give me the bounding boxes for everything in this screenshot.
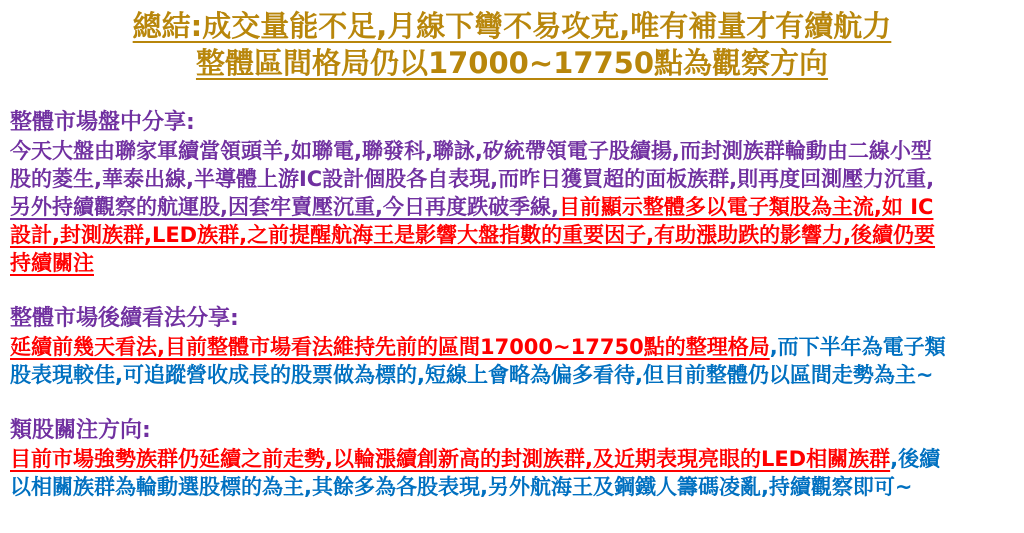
section-header: 整體市場後續看法分享: bbox=[10, 306, 239, 331]
text-line bbox=[10, 137, 1014, 165]
text-segment: 目前市場強勢族群仍延續之前走勢,以輪漲續創新高的封測族群,及近期表現亮眼的LED相關族群 bbox=[10, 447, 891, 471]
text-segment: ,而下半年為電子類 bbox=[769, 335, 946, 359]
text-segment: 延續前幾天看法,目前整體市場看法維持先前的區間17000~17750點的整理格局 bbox=[10, 335, 770, 359]
text-line bbox=[10, 445, 1014, 473]
text-segment: 持續關注 bbox=[10, 251, 94, 275]
text-segment: 目前顯示整體多以電子類股為主流,如 IC bbox=[558, 195, 934, 219]
section-header: 類股關注方向: bbox=[10, 418, 151, 443]
section-intraday-share bbox=[10, 109, 1014, 277]
title-line-2: 整體區間格局仍以17000~17750點為觀察方向 bbox=[195, 46, 829, 80]
text-line bbox=[10, 221, 1014, 249]
text-line bbox=[10, 193, 1014, 221]
text-line bbox=[10, 165, 1014, 193]
title-line-1: 總結:成交量能不足,月線下彎不易攻克,唯有補量才有續航力 bbox=[132, 9, 892, 43]
text-line bbox=[10, 249, 1014, 277]
text-line bbox=[10, 361, 1014, 389]
body-content bbox=[0, 109, 1024, 501]
text-segment: 股的菱生,華泰出線,半導體上游IC設計個股各自表現,而昨日獲買超的面板族群,則再度回測壓力沉重, bbox=[10, 167, 935, 191]
text-segment: 設計,封測族群,LED族群,之前提醒航海王是影響大盤指數的重要因子,有助漲助跌的影響力,後續仍要 bbox=[10, 223, 936, 247]
page-title bbox=[0, 8, 1024, 82]
text-segment: 今天大盤由聯家軍續當領頭羊,如聯電,聯發科,聯詠,矽統帶領電子股續揚,而封測族群輪動由二線小型 bbox=[10, 139, 932, 163]
text-segment: 以相關族群為輪動選股標的為主,其餘多為各股表現,另外航海王及鋼鐵人籌碼凌亂,持續觀察即可~ bbox=[10, 475, 913, 499]
section-header: 整體市場盤中分享: bbox=[10, 110, 195, 135]
text-segment: 股表現較佳,可追蹤營收成長的股票做為標的,短線上會略為偏多看待,但目前整體仍以區間走勢為主~ bbox=[10, 363, 934, 387]
text-line bbox=[10, 333, 1014, 361]
text-segment: ,後續 bbox=[890, 447, 941, 471]
section-future-outlook bbox=[10, 305, 1014, 389]
text-line bbox=[10, 473, 1014, 501]
section-sector-focus bbox=[10, 417, 1014, 501]
text-segment: 另外持續觀察的航運股,因套牢賣壓沉重,今日再度跌破季線, bbox=[10, 195, 559, 219]
